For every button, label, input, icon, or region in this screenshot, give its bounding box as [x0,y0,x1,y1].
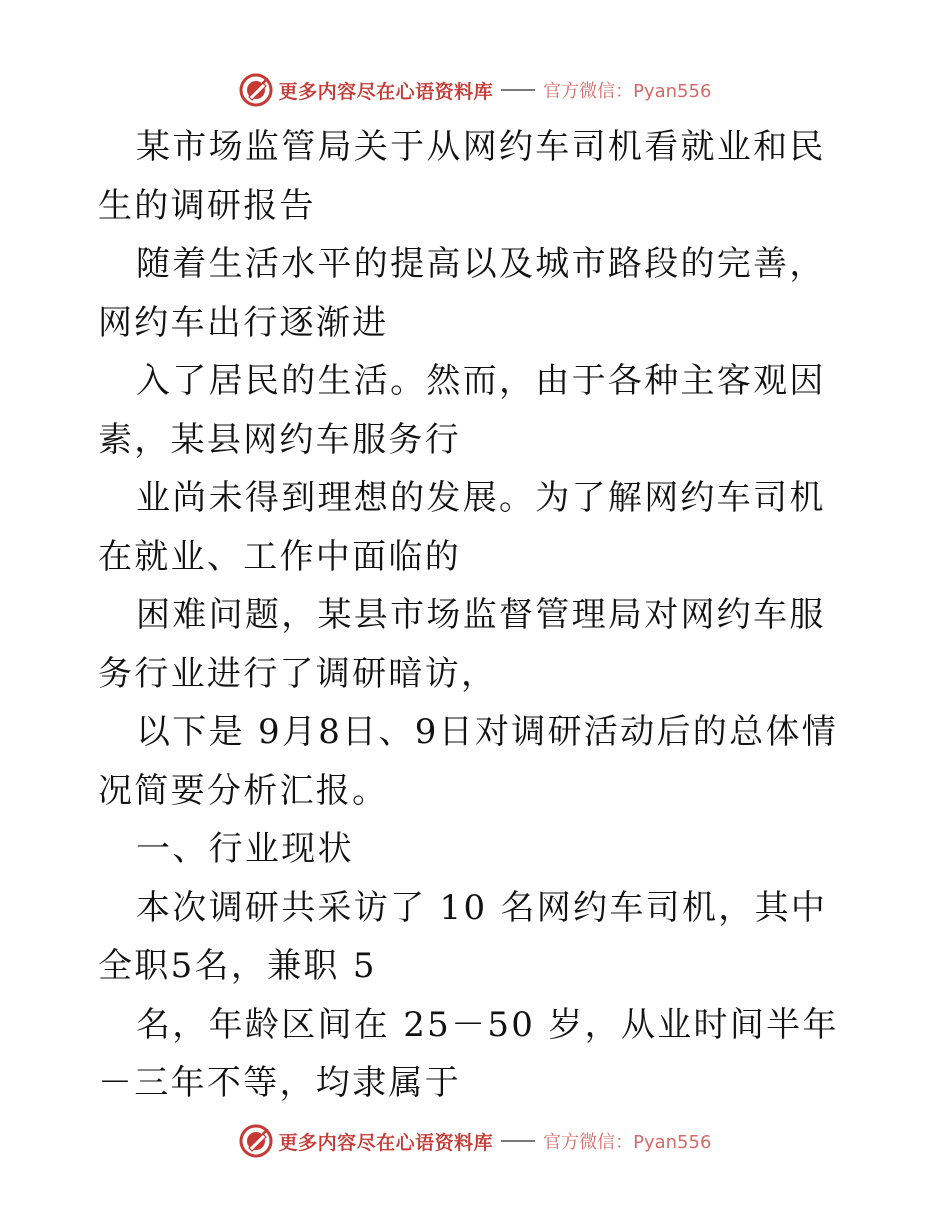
watermark-dash [501,89,535,91]
paragraph: 困难问题，某县市场监督管理局对网约车服务行业进行了调研暗访， [98,595,826,694]
header-watermark [0,70,950,110]
paragraph: 入了居民的生活。然而，由于各种主客观因素，某县网约车服务行 [98,361,826,460]
watermark-contact-text: 官方微信：Pyan556 [543,81,712,102]
watermark-brand-text: 更多内容尽在心语资料库 [278,1131,494,1154]
pen-logo-icon [239,73,273,107]
watermark-contact-text: 官方微信：Pyan556 [543,1132,712,1153]
paragraph: 随着生活水平的提高以及城市路段的完善，网约车出行逐渐进 [98,244,826,343]
paragraph: 名，年龄区间在 25－50 岁，从业时间半年－三年不等，均隶属于 [98,1004,839,1103]
document-body [98,118,856,1113]
pen-logo-icon [239,1124,273,1158]
paragraph: 本次调研共采访了 10 名网约车司机，其中全职5名，兼职 5 [98,887,828,986]
watermark-dash [501,1140,535,1142]
section-heading: 一、行业现状 [136,829,354,869]
document-title: 某市场监管局关于从网约车司机看就业和民生的调研报告 [98,127,826,226]
footer-watermark [0,1121,950,1161]
paragraph: 业尚未得到理想的发展。为了解网约车司机在就业、工作中面临的 [98,478,826,577]
watermark-brand-text: 更多内容尽在心语资料库 [278,80,494,103]
paragraph: 以下是 9月8日、9日对调研活动后的总体情况简要分析汇报。 [98,712,839,811]
